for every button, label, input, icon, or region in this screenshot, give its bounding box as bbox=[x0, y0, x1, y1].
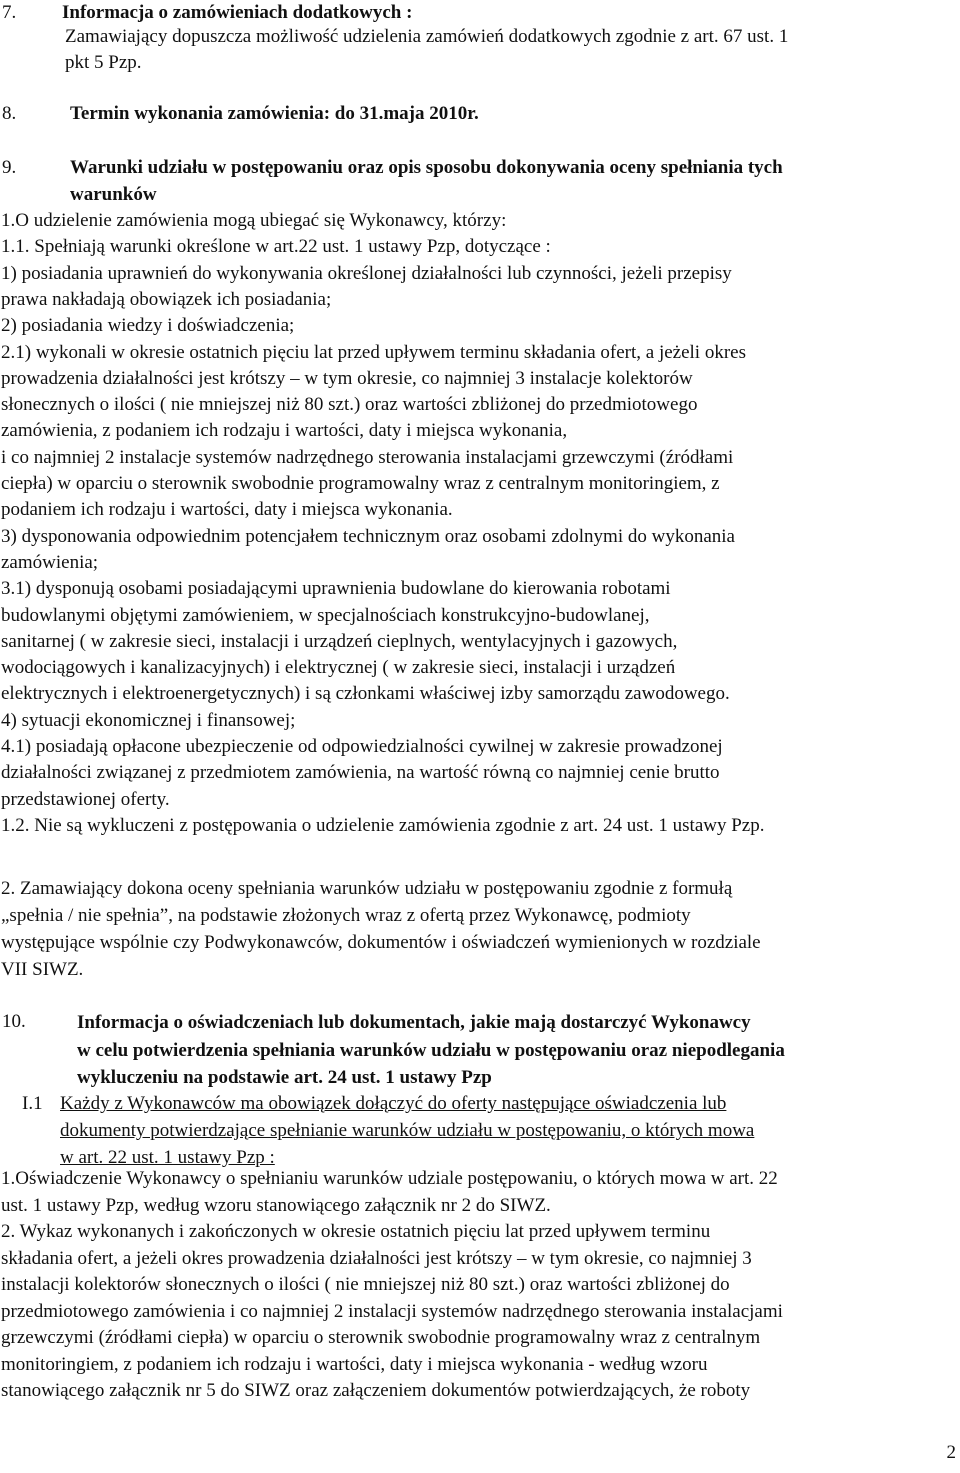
text-line: 4) sytuacji ekonomicznej i finansowej; bbox=[1, 709, 296, 731]
text-line: podaniem ich rodzaju i wartości, daty i miejsca wykonania. bbox=[1, 499, 453, 521]
text-line: sanitarnej ( w zakresie sieci, instalacji i urządzeń cieplnych, wentylacyjnych i gazowych, bbox=[1, 630, 678, 652]
text-line: grzewczymi (źródłami ciepła) w oparciu o sterownik swobodnie programowalny wraz z centralnym bbox=[1, 1327, 761, 1348]
text-line: 3.1) dysponują osobami posiadającymi uprawnienia budowlane do kierowania robotami bbox=[1, 578, 671, 600]
section-7-heading: Informacja o zamówieniach dodatkowych : bbox=[62, 2, 413, 23]
i1-line: Każdy z Wykonawców ma obowiązek dołączyć do oferty następujące oświadczenia lub bbox=[60, 1093, 727, 1114]
i1-line: w art. 22 ust. 1 ustawy Pzp : bbox=[60, 1147, 275, 1168]
text-line: 1) posiadania uprawnień do wykonywania określonej działalności lub czynności, jeżeli przepisy bbox=[1, 262, 732, 284]
text-line: 2.1) wykonali w okresie ostatnich pięciu lat przed upływem terminu składania ofert, a jeżeli okres bbox=[1, 341, 746, 363]
text-line: stanowiącego załącznik nr 5 do SIWZ oraz załączeniem dokumentów potwierdzających, że roboty bbox=[1, 1380, 751, 1401]
text-line: 2) posiadania wiedzy i doświadczenia; bbox=[1, 315, 295, 337]
text-line: wodociągowych i kanalizacyjnych) i elektrycznej ( w zakresie sieci, instalacji i urządzeń bbox=[1, 657, 676, 679]
section-9-heading-line bbox=[2, 155, 783, 181]
text-line: ciepła) w oparciu o sterownik swobodnie programowalny wraz z centralnym monitoringiem, z bbox=[1, 473, 720, 494]
text-line: elektrycznych i elektroenergetycznych) i są członkami właściwej izby samorządu zawodowego. bbox=[1, 683, 730, 705]
text-line: działalności związanej z przedmiotem zamówienia, na wartość równą co najmniej cenie brutto bbox=[1, 762, 720, 784]
section-8-heading: Termin wykonania zamówienia: do 31.maja 2010r. bbox=[70, 103, 479, 124]
text-line: prawa nakładają obowiązek ich posiadania; bbox=[1, 288, 332, 310]
i1-number: I.1 bbox=[22, 1093, 43, 1114]
text-line: 2. Wykaz wykonanych i zakończonych w okresie ostatnich pięciu lat przed upływem terminu bbox=[1, 1221, 711, 1242]
text-line: zamówienia, z podaniem ich rodzaju i wartości, daty i miejsca wykonania, bbox=[1, 420, 568, 442]
section-7-text-line: Zamawiający dopuszcza możliwość udzielenia zamówień dodatkowych zgodnie z art. 67 ust. 1 bbox=[65, 26, 789, 47]
section-9-number: 9. bbox=[2, 157, 17, 178]
text-line: 1.2. Nie są wykluczeni z postępowania o udzielenie zamówienia zgodnie z art. 24 ust. 1 ustawy Pzp. bbox=[1, 814, 765, 836]
text-line: 1.Oświadczenie Wykonawcy o spełnianiu warunków udziale postępowaniu, o których mowa w art. 22 bbox=[1, 1168, 778, 1189]
section-8-heading-line bbox=[2, 101, 479, 127]
text-line: słonecznych o ilości ( nie mniejszej niż 80 szt.) oraz wartości zbliżonej do przedmiotowego bbox=[1, 394, 698, 416]
section-10-number: 10. bbox=[2, 1011, 26, 1032]
text-line: 2. Zamawiający dokona oceny spełniania warunków udziału w postępowaniu zgodnie z formułą bbox=[1, 878, 733, 899]
text-line: przedmiotowego zamówienia i co najmniej 2 instalacji systemów nadrzędnego sterowania instalacjami bbox=[1, 1300, 783, 1322]
text-line: instalacji kolektorów słonecznych o ilości ( nie mniejszej niż 80 szt.) oraz wartości zbliżonej do bbox=[1, 1274, 730, 1295]
section-9-heading-line: warunków bbox=[70, 184, 157, 205]
text-line: 1.O udzielenie zamówienia mogą ubiegać się Wykonawcy, którzy: bbox=[1, 210, 507, 231]
text-line: występujące wspólnie czy Podwykonawców, dokumentów i oświadczeń wymienionych w rozdziale bbox=[1, 932, 761, 953]
text-line: budowlanymi objętymi zamówieniem, w specjalnościach konstrukcyjno-budowlanej, bbox=[1, 604, 650, 626]
text-line: ust. 1 ustawy Pzp, według wzoru stanowiącego załącznik nr 2 do SIWZ. bbox=[1, 1194, 551, 1216]
page-number: 2 bbox=[946, 1442, 956, 1463]
section-10-heading-line: w celu potwierdzenia spełniania warunków udziału w postępowaniu oraz niepodlegania bbox=[77, 1039, 785, 1061]
text-line: 1.1. Spełniają warunki określone w art.22 ust. 1 ustawy Pzp, dotyczące : bbox=[1, 236, 551, 258]
section-7-number: 7. bbox=[2, 2, 17, 23]
section-7-text-line: pkt 5 Pzp. bbox=[65, 52, 142, 73]
section-10-heading-line: wykluczeniu na podstawie art. 24 ust. 1 ustawy Pzp bbox=[77, 1067, 492, 1088]
section-10-heading-line: Informacja o oświadczeniach lub dokumentach, jakie mają dostarczyć Wykonawcy bbox=[77, 1012, 751, 1033]
section-9-heading: Warunki udziału w postępowaniu oraz opis sposobu dokonywania oceny spełniania tych bbox=[70, 157, 783, 178]
text-line: monitoringiem, z podaniem ich rodzaju i wartości, daty i miejsca wykonania - według wzoru bbox=[1, 1353, 708, 1375]
section-7-heading-line bbox=[2, 0, 413, 26]
text-line: prowadzenia działalności jest krótszy – w tym okresie, co najmniej 3 instalacje kolektorów bbox=[1, 367, 693, 389]
text-line: „spełnia / nie spełnia”, na podstawie złożonych wraz z ofertą przez Wykonawcę, podmioty bbox=[1, 905, 691, 926]
text-line: 3) dysponowania odpowiednim potencjałem technicznym oraz osobami zdolnymi do wykonania bbox=[1, 525, 735, 547]
text-line: i co najmniej 2 instalacje systemów nadrzędnego sterowania instalacjami grzewczymi (źródłami bbox=[1, 446, 734, 468]
i1-line: dokumenty potwierdzające spełnianie warunków udziału w postępowaniu, o których mowa bbox=[60, 1120, 755, 1141]
section-8-number: 8. bbox=[2, 103, 17, 124]
text-line: zamówienia; bbox=[1, 551, 99, 573]
text-line: przedstawionej oferty. bbox=[1, 788, 170, 810]
text-line: 4.1) posiadają opłacone ubezpieczenie od odpowiedzialności cywilnej w zakresie prowadzonej bbox=[1, 736, 723, 757]
text-line: VII SIWZ. bbox=[1, 959, 84, 980]
text-line: składania ofert, a jeżeli okres prowadzenia działalności jest krótszy – w tym okresie, co najmniej 3 bbox=[1, 1247, 752, 1269]
